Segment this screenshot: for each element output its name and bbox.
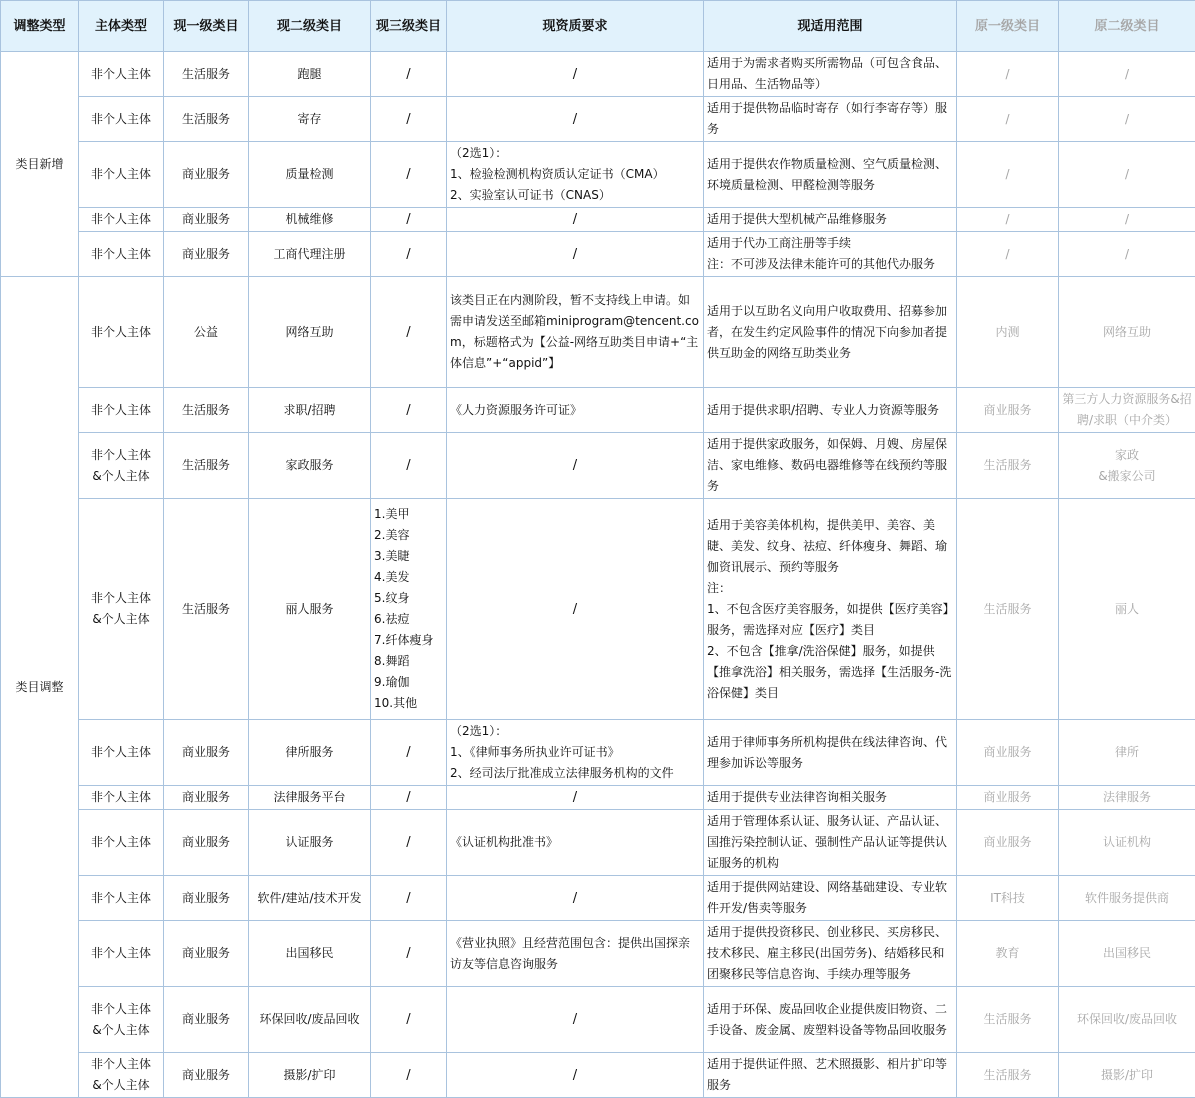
header-current-scope: 现适用范围 (704, 1, 957, 52)
qualification-cell: / (447, 433, 704, 499)
cat2-cell: 家政服务 (249, 433, 371, 499)
orig-cat2-cell: / (1059, 232, 1195, 277)
qualification-cell: （2选1）： 1、检验检测机构资质认定证书（CMA） 2、实验室认可证书（CNAS） (447, 142, 704, 208)
orig-cat2-cell: 摄影/扩印 (1059, 1053, 1195, 1098)
cat2-cell: 出国移民 (249, 921, 371, 987)
orig-cat2-cell: / (1059, 97, 1195, 142)
subject-type-cell: 非个人主体 (79, 876, 164, 921)
orig-cat1-cell: 教育 (957, 921, 1059, 987)
cat2-cell: 软件/建站/技术开发 (249, 876, 371, 921)
header-original-cat2: 原二级类目 (1059, 1, 1195, 52)
cat3-cell: / (371, 433, 447, 499)
scope-cell: 适用于提供投资移民、创业移民、买房移民、技术移民、雇主移民(出国劳务)、结婚移民和团聚移民等信息咨询、手续办理等服务 (704, 921, 957, 987)
orig-cat1-cell: / (957, 142, 1059, 208)
header-current-cat2: 现二级类目 (249, 1, 371, 52)
orig-cat1-cell: 内测 (957, 277, 1059, 388)
cat2-cell: 法律服务平台 (249, 786, 371, 810)
cat1-cell: 生活服务 (164, 388, 249, 433)
table-row (1, 433, 1195, 499)
header-row (1, 1, 1195, 52)
header-current-cat1: 现一级类目 (164, 1, 249, 52)
header-subject-type: 主体类型 (79, 1, 164, 52)
cat2-cell: 环保回收/废品回收 (249, 987, 371, 1053)
header-adjust-type: 调整类型 (1, 1, 79, 52)
header-original-cat1: 原一级类目 (957, 1, 1059, 52)
cat3-cell: / (371, 1053, 447, 1098)
orig-cat1-cell: 商业服务 (957, 810, 1059, 876)
scope-cell: 适用于管理体系认证、服务认证、产品认证、国推污染控制认证、强制性产品认证等提供认证服务的机构 (704, 810, 957, 876)
table-row (1, 987, 1195, 1053)
orig-cat2-cell: 法律服务 (1059, 786, 1195, 810)
cat1-cell: 商业服务 (164, 142, 249, 208)
orig-cat2-cell: 出国移民 (1059, 921, 1195, 987)
scope-cell: 适用于提供物品临时寄存（如行李寄存等）服务 (704, 97, 957, 142)
orig-cat1-cell: 商业服务 (957, 388, 1059, 433)
orig-cat1-cell: IT科技 (957, 876, 1059, 921)
orig-cat2-cell: 网络互助 (1059, 277, 1195, 388)
header-current-qualification: 现资质要求 (447, 1, 704, 52)
subject-type-cell: 非个人主体 (79, 277, 164, 388)
qualification-cell: / (447, 987, 704, 1053)
cat1-cell: 商业服务 (164, 208, 249, 232)
orig-cat2-cell: 律所 (1059, 720, 1195, 786)
orig-cat1-cell: 生活服务 (957, 499, 1059, 720)
qualification-cell: / (447, 52, 704, 97)
table-row (1, 810, 1195, 876)
scope-cell: 适用于为需求者购买所需物品（可包含食品、日用品、生活物品等） (704, 52, 957, 97)
cat2-cell: 质量检测 (249, 142, 371, 208)
orig-cat1-cell: / (957, 52, 1059, 97)
table-row (1, 277, 1195, 388)
cat2-cell: 丽人服务 (249, 499, 371, 720)
cat3-cell: / (371, 277, 447, 388)
qualification-cell: / (447, 1053, 704, 1098)
table-row (1, 388, 1195, 433)
subject-type-cell: 非个人主体 (79, 720, 164, 786)
table-row (1, 208, 1195, 232)
cat1-cell: 商业服务 (164, 720, 249, 786)
qualification-cell: 《人力资源服务许可证》 (447, 388, 704, 433)
orig-cat1-cell: / (957, 232, 1059, 277)
qualification-cell: 《营业执照》且经营范围包含：提供出国探亲访友等信息咨询服务 (447, 921, 704, 987)
subject-type-cell: 非个人主体 (79, 810, 164, 876)
cat2-cell: 网络互助 (249, 277, 371, 388)
cat2-cell: 寄存 (249, 97, 371, 142)
qualification-cell: 该类目正在内测阶段，暂不支持线上申请。如需申请发送至邮箱miniprogram@tencent.com，标题格式为【公益-网络互助类目申请+“主体信息”+“appid”】 (447, 277, 704, 388)
table-body (1, 52, 1195, 1098)
scope-cell: 适用于代办工商注册等手续 注：不可涉及法律未能许可的其他代办服务 (704, 232, 957, 277)
cat2-cell: 跑腿 (249, 52, 371, 97)
table-row (1, 1053, 1195, 1098)
cat2-cell: 机械维修 (249, 208, 371, 232)
cat3-cell: / (371, 987, 447, 1053)
cat1-cell: 商业服务 (164, 876, 249, 921)
cat1-cell: 商业服务 (164, 987, 249, 1053)
table-row (1, 142, 1195, 208)
scope-cell: 适用于以互助名义向用户收取费用、招募参加者，在发生约定风险事件的情况下向参加者提供互助金的网络互助类业务 (704, 277, 957, 388)
cat3-cell: / (371, 876, 447, 921)
orig-cat2-cell: / (1059, 142, 1195, 208)
adjust-type-cell: 类目新增 (1, 52, 79, 277)
orig-cat2-cell: 软件服务提供商 (1059, 876, 1195, 921)
scope-cell: 适用于环保、废品回收企业提供废旧物资、二手设备、废金属、废塑料设备等物品回收服务 (704, 987, 957, 1053)
orig-cat2-cell: 认证机构 (1059, 810, 1195, 876)
cat1-cell: 商业服务 (164, 810, 249, 876)
cat2-cell: 工商代理注册 (249, 232, 371, 277)
header-current-cat3: 现三级类目 (371, 1, 447, 52)
qualification-cell: 《认证机构批准书》 (447, 810, 704, 876)
subject-type-cell: 非个人主体 (79, 786, 164, 810)
cat3-cell: / (371, 786, 447, 810)
orig-cat2-cell: 第三方人力资源服务&招聘/求职（中介类） (1059, 388, 1195, 433)
table-row (1, 97, 1195, 142)
subject-type-cell: 非个人主体 &个人主体 (79, 987, 164, 1053)
cat3-cell: / (371, 388, 447, 433)
cat1-cell: 商业服务 (164, 232, 249, 277)
cat1-cell: 生活服务 (164, 52, 249, 97)
cat2-cell: 摄影/扩印 (249, 1053, 371, 1098)
table-row (1, 232, 1195, 277)
scope-cell: 适用于提供网站建设、网络基础建设、专业软件开发/售卖等服务 (704, 876, 957, 921)
orig-cat2-cell: 丽人 (1059, 499, 1195, 720)
scope-cell: 适用于美容美体机构，提供美甲、美容、美睫、美发、纹身、祛痘、纤体瘦身、舞蹈、瑜伽资讯展示、预约等服务 注： 1、不包含医疗美容服务，如提供【医疗美容】服务，需选择对应【医疗】类目 2、不包含【推拿/洗浴保健】服务，如提供【推拿洗浴】相关服务，需选择【生活服务-洗浴保健】类目 (704, 499, 957, 720)
subject-type-cell: 非个人主体 &个人主体 (79, 1053, 164, 1098)
orig-cat2-cell: / (1059, 208, 1195, 232)
subject-type-cell: 非个人主体 (79, 52, 164, 97)
subject-type-cell: 非个人主体 (79, 232, 164, 277)
scope-cell: 适用于提供大型机械产品维修服务 (704, 208, 957, 232)
cat1-cell: 生活服务 (164, 97, 249, 142)
cat2-cell: 认证服务 (249, 810, 371, 876)
orig-cat1-cell: 商业服务 (957, 720, 1059, 786)
cat1-cell: 商业服务 (164, 1053, 249, 1098)
subject-type-cell: 非个人主体 (79, 921, 164, 987)
orig-cat2-cell: 家政 &搬家公司 (1059, 433, 1195, 499)
subject-type-cell: 非个人主体 &个人主体 (79, 499, 164, 720)
qualification-cell: / (447, 876, 704, 921)
orig-cat1-cell: 生活服务 (957, 987, 1059, 1053)
subject-type-cell: 非个人主体 &个人主体 (79, 433, 164, 499)
cat1-cell: 生活服务 (164, 499, 249, 720)
qualification-cell: / (447, 208, 704, 232)
scope-cell: 适用于律师事务所机构提供在线法律咨询、代理参加诉讼等服务 (704, 720, 957, 786)
orig-cat1-cell: 生活服务 (957, 433, 1059, 499)
table-row (1, 720, 1195, 786)
subject-type-cell: 非个人主体 (79, 208, 164, 232)
table-row (1, 921, 1195, 987)
cat3-cell: / (371, 810, 447, 876)
cat1-cell: 商业服务 (164, 786, 249, 810)
scope-cell: 适用于提供农作物质量检测、空气质量检测、环境质量检测、甲醛检测等服务 (704, 142, 957, 208)
scope-cell: 适用于提供求职/招聘、专业人力资源等服务 (704, 388, 957, 433)
qualification-cell: / (447, 499, 704, 720)
scope-cell: 适用于提供证件照、艺术照摄影、相片扩印等服务 (704, 1053, 957, 1098)
scope-cell: 适用于提供专业法律咨询相关服务 (704, 786, 957, 810)
cat1-cell: 公益 (164, 277, 249, 388)
qualification-cell: （2选1）： 1、《律师事务所执业许可证书》 2、经司法厅批准成立法律服务机构的文件 (447, 720, 704, 786)
scope-cell: 适用于提供家政服务，如保姆、月嫂、房屋保洁、家电维修、数码电器维修等在线预约等服务 (704, 433, 957, 499)
qualification-cell: / (447, 97, 704, 142)
orig-cat1-cell: / (957, 97, 1059, 142)
subject-type-cell: 非个人主体 (79, 388, 164, 433)
cat1-cell: 生活服务 (164, 433, 249, 499)
cat3-cell: 1.美甲 2.美容 3.美睫 4.美发 5.纹身 6.祛痘 7.纤体瘦身 8.舞蹈 9.瑜伽 10.其他 (371, 499, 447, 720)
cat3-cell: / (371, 142, 447, 208)
orig-cat1-cell: 生活服务 (957, 1053, 1059, 1098)
cat3-cell: / (371, 208, 447, 232)
cat3-cell: / (371, 97, 447, 142)
cat1-cell: 商业服务 (164, 921, 249, 987)
orig-cat2-cell: / (1059, 52, 1195, 97)
qualification-cell: / (447, 232, 704, 277)
table-row (1, 786, 1195, 810)
cat2-cell: 求职/招聘 (249, 388, 371, 433)
table-row (1, 876, 1195, 921)
qualification-cell: / (447, 786, 704, 810)
cat3-cell: / (371, 232, 447, 277)
orig-cat2-cell: 环保回收/废品回收 (1059, 987, 1195, 1053)
subject-type-cell: 非个人主体 (79, 142, 164, 208)
cat3-cell: / (371, 720, 447, 786)
subject-type-cell: 非个人主体 (79, 97, 164, 142)
cat2-cell: 律所服务 (249, 720, 371, 786)
adjust-type-cell: 类目调整 (1, 277, 79, 1098)
table-row (1, 499, 1195, 720)
table-row (1, 52, 1195, 97)
orig-cat1-cell: 商业服务 (957, 786, 1059, 810)
orig-cat1-cell: / (957, 208, 1059, 232)
cat3-cell: / (371, 921, 447, 987)
cat3-cell: / (371, 52, 447, 97)
